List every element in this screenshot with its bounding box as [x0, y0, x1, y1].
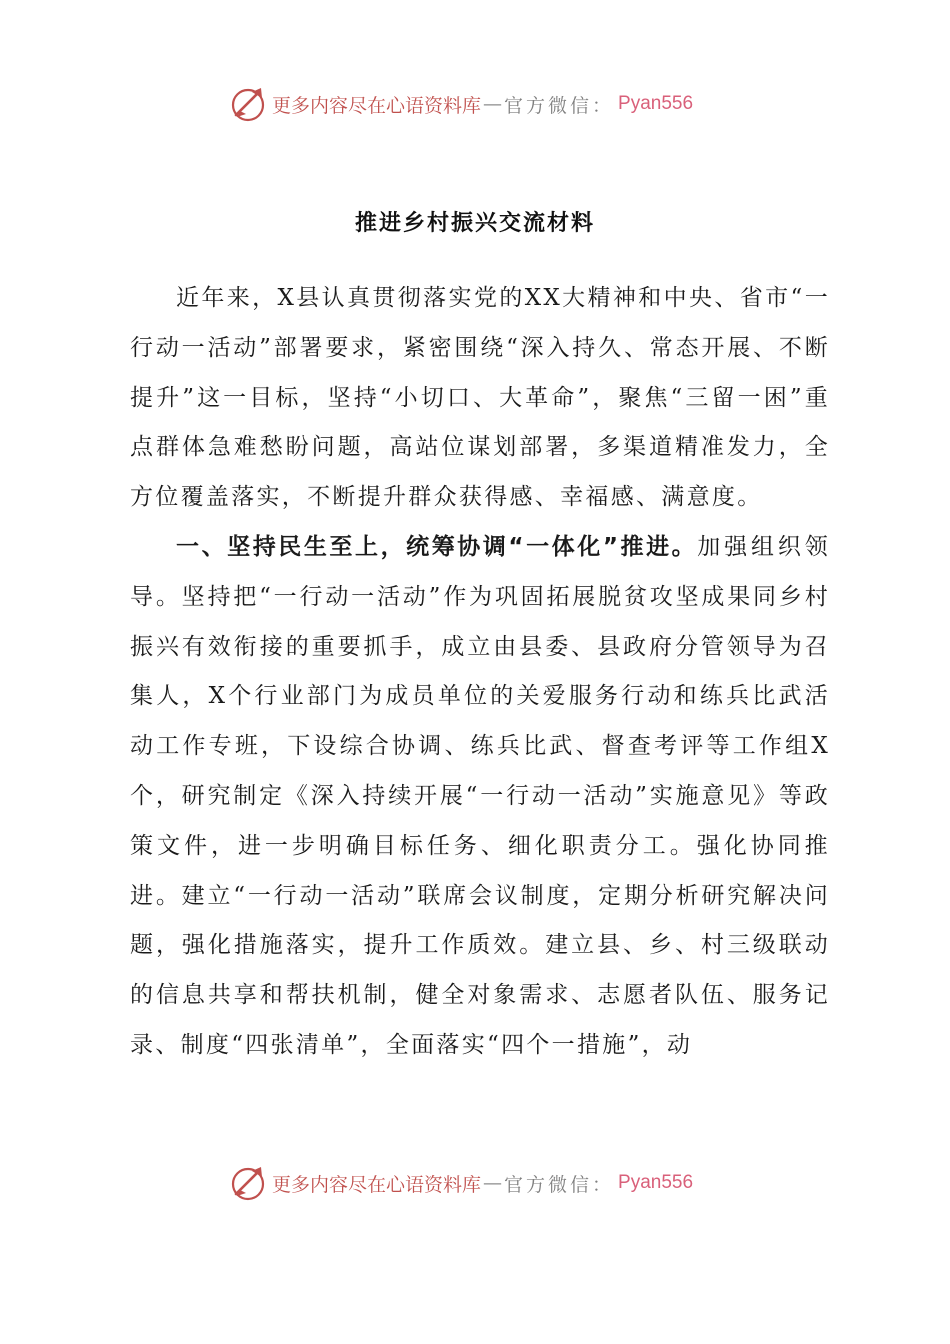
pen-nib-logo-icon [228, 84, 268, 124]
footer-watermark-banner [228, 1163, 693, 1203]
banner-dash: — [483, 1172, 503, 1194]
banner-wechat-id: Pyan556 [618, 93, 694, 114]
banner-text: 更多内容尽在心语资料库 [272, 94, 482, 117]
section-1-heading: 一、坚持民生至上，统筹协调“一体化”推进。 [176, 533, 698, 560]
pen-nib-logo-icon [228, 1163, 268, 1203]
document-body [130, 274, 830, 1071]
banner-dash: — [483, 93, 503, 115]
banner-wechat-label: 官方微信： [504, 94, 615, 117]
intro-paragraph: 近年来，X县认真贯彻落实党的XX大精神和中央、省市“一行动一活动”部署要求，紧密围绕“深入持久、常态开展、不断提升”这一目标，坚持“小切口、大革命”，聚焦“三留一困”重点群体急难愁盼问题，高站位谋划部署，多渠道精准发力，全方位覆盖落实，不断提升群众获得感、幸福感、满意度。 [130, 285, 830, 511]
section-1-paragraph [130, 523, 830, 1071]
banner-wechat-id: Pyan556 [618, 1172, 694, 1193]
section-1-body: 加强组织领导。坚持把“一行动一活动”作为巩固拓展脱贫攻坚成果同乡村振兴有效衔接的重要抓手，成立由县委、县政府分管领导为召集人，X个行业部门为成员单位的关爱服务行动和练兵比武活动工作专班，下设综合协调、练兵比武、督查考评等工作组X个，研究制定《深入持续开展“一行动一活动”实施意见》等政策文件，进一步明确目标任务、细化职责分工。强化协同推进。建立“一行动一活动”联席会议制度，定期分析研究解决问题，强化措施落实，提升工作质效。建立县、乡、村三级联动的信息共享和帮扶机制，健全对象需求、志愿者队伍、服务记录、制度“四张清单”，全面落实“四个一措施”，动 [130, 533, 831, 1058]
document-title: 推进乡村振兴交流材料 [354, 211, 595, 236]
banner-text: 更多内容尽在心语资料库 [272, 1173, 482, 1196]
header-watermark-banner [228, 84, 693, 124]
banner-wechat-label: 官方微信： [504, 1173, 615, 1196]
